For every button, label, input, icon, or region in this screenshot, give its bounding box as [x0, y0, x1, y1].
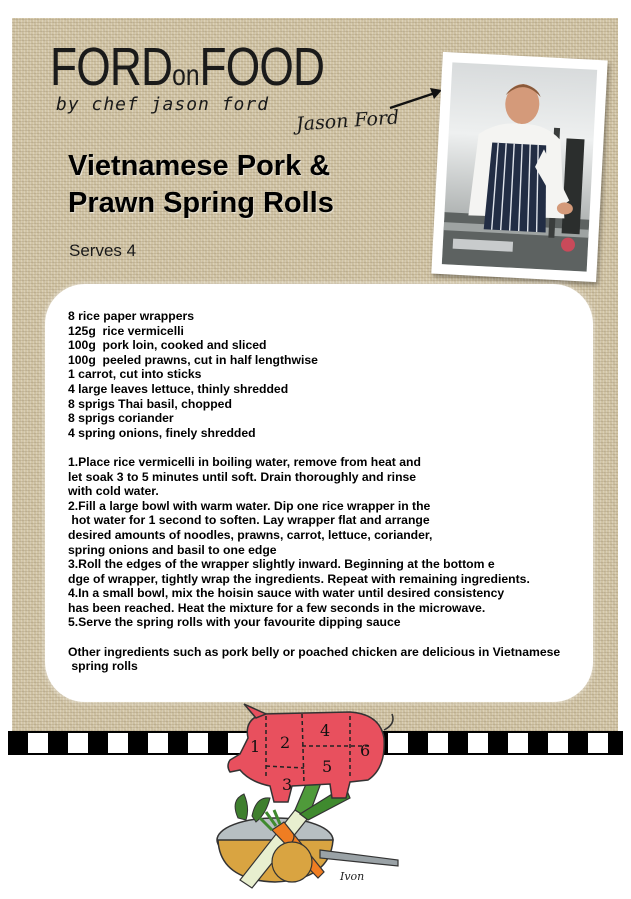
note-line: spring rolls [68, 659, 138, 674]
chef-photo [442, 62, 597, 271]
chef-signature: Jason Ford [295, 106, 400, 136]
method-line: 4.In a small bowl, mix the hoisin sauce with water until desired consistency [68, 586, 505, 601]
logo-wordmark: FORDonFOOD [50, 37, 325, 97]
pig-cut-label: 3 [282, 775, 293, 794]
ingredient-item: 4 spring onions, finely shredded [68, 425, 256, 440]
spacer [68, 630, 588, 645]
pig-cut-label: 2 [280, 733, 291, 752]
ingredient-item: 8 sprigs coriander [68, 411, 174, 426]
method-steps [68, 455, 588, 630]
ingredient-item: 1 carrot, cut into sticks [68, 367, 202, 382]
method-line: let soak 3 to 5 minutes until soft. Drain thoroughly and rinse [68, 469, 417, 484]
method-line: dge of wrapper, tightly wrap the ingredients. Repeat with remaining ingredients. [68, 571, 530, 586]
note-line: Other ingredients such as pork belly or poached chicken are delicious in Vietnamese [68, 644, 561, 659]
pig-cut-label: 5 [322, 757, 333, 776]
illustration-signature: Ivon [340, 870, 365, 883]
ingredient-list [68, 309, 588, 440]
pig-cut-label: 4 [320, 721, 331, 740]
method-line: 1.Place rice vermicelli in boiling water, remove from heat and [68, 454, 421, 469]
recipe-body [68, 309, 588, 674]
ingredient-item: 100g pork loin, cooked and sliced [68, 338, 267, 353]
logo-tagline: by chef jason ford [56, 94, 270, 115]
pig-cut-label: 6 [360, 741, 371, 760]
ingredient-item: 4 large leaves lettuce, thinly shredded [68, 381, 289, 396]
ingredient-item: 8 rice paper wrappers [68, 309, 194, 323]
method-line: has been reached. Heat the mixture for a few seconds in the microwave. [68, 600, 486, 615]
recipe-note [68, 645, 588, 674]
ingredient-item: 100g peeled prawns, cut in half lengthwise [68, 352, 318, 367]
method-line: with cold water. [68, 484, 159, 499]
method-line: desired amounts of noodles, prawns, carrot, lettuce, coriander, [68, 527, 433, 542]
method-line: 5.Serve the spring rolls with your favourite dipping sauce [68, 615, 401, 630]
ford-on-food-logo [50, 37, 325, 120]
pig-cut-label: 1 [250, 737, 261, 756]
recipe-title: Vietnamese Pork & Prawn Spring Rolls [68, 150, 334, 219]
method-line: spring onions and basil to one edge [68, 542, 277, 557]
method-line: 2.Fill a large bowl with warm water. Dip one rice wrapper in the [68, 498, 431, 513]
ingredient-item: 8 sprigs Thai basil, chopped [68, 396, 232, 411]
pig-and-vegetables-illustration [200, 690, 420, 895]
serves-count: Serves 4 [69, 241, 137, 260]
pan-handle [320, 850, 398, 866]
spacer [68, 440, 588, 455]
ingredient-item: 125g rice vermicelli [68, 323, 184, 338]
method-line: hot water for 1 second to soften. Lay wrapper flat and arrange [68, 513, 430, 528]
chef-photo-frame [431, 52, 607, 282]
method-line: 3.Roll the edges of the wrapper slightly inward. Beginning at the bottom e [68, 557, 495, 572]
onion-icon [272, 842, 312, 882]
